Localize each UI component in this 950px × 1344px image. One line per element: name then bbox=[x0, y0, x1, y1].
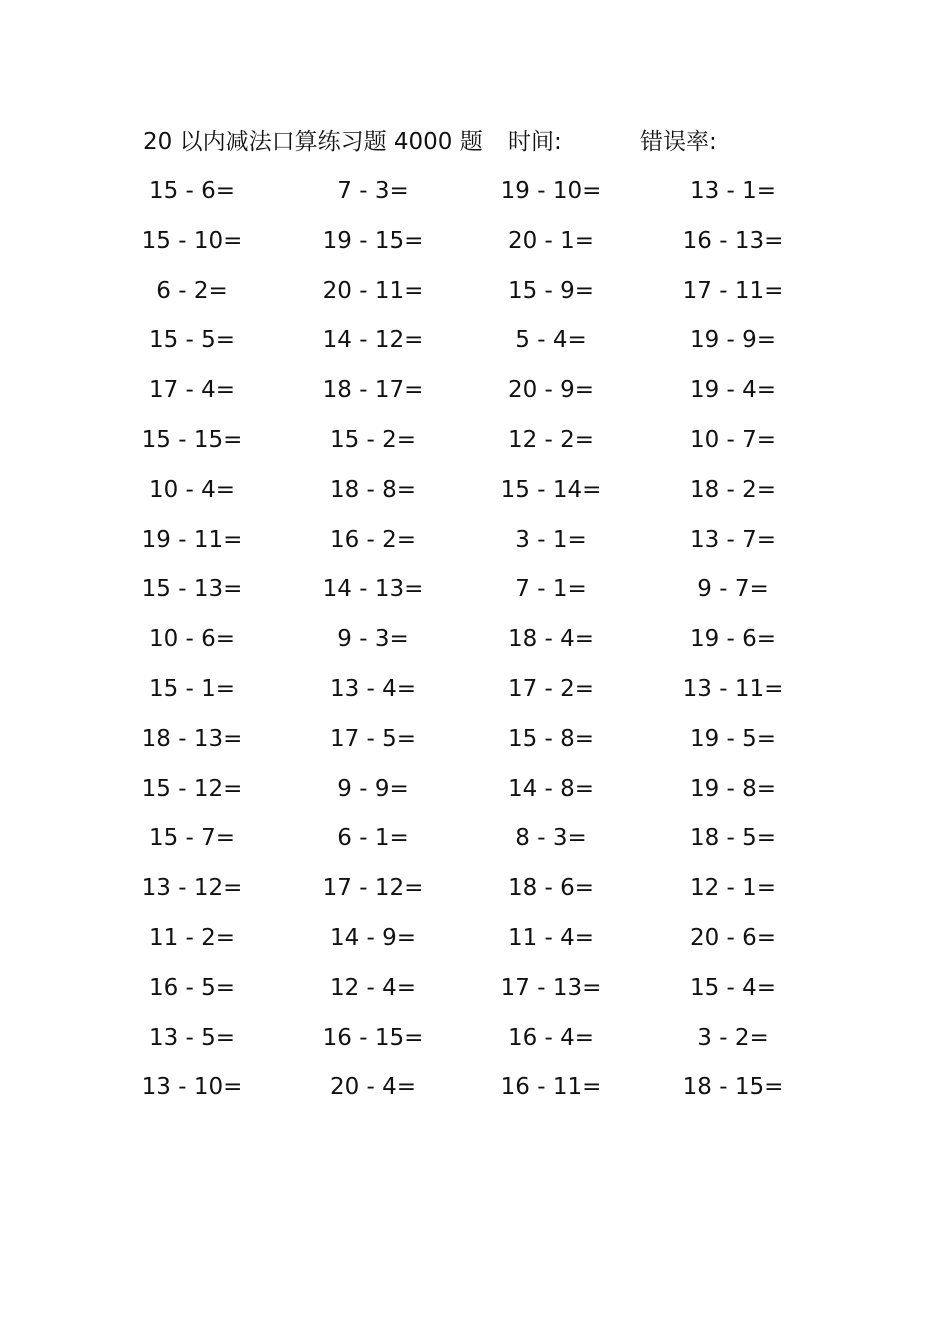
problem-item: 15 - 6= bbox=[148, 178, 236, 204]
problem-row bbox=[0, 921, 950, 971]
problem-item: 15 - 13= bbox=[141, 576, 243, 603]
problem-item: 19 - 10= bbox=[500, 178, 602, 204]
problem-item: 17 - 11= bbox=[682, 277, 784, 304]
problem-item: 10 - 7= bbox=[689, 426, 777, 453]
problem-row bbox=[0, 523, 950, 573]
problem-row bbox=[0, 274, 950, 324]
problem-item: 16 - 4= bbox=[507, 1024, 595, 1051]
problem-item: 10 - 4= bbox=[148, 476, 236, 503]
error-rate-label: 错误率: bbox=[640, 129, 717, 155]
problem-item: 7 - 1= bbox=[515, 576, 587, 603]
problem-item: 19 - 15= bbox=[322, 227, 424, 254]
problem-item: 18 - 5= bbox=[689, 825, 777, 852]
problem-row bbox=[0, 722, 950, 772]
problem-item: 18 - 8= bbox=[329, 476, 417, 503]
problem-item: 13 - 5= bbox=[148, 1024, 236, 1051]
problem-row bbox=[0, 672, 950, 722]
problem-item: 18 - 15= bbox=[682, 1074, 784, 1101]
problem-row bbox=[0, 971, 950, 1021]
problem-item: 15 - 7= bbox=[148, 825, 236, 852]
problem-item: 14 - 9= bbox=[329, 924, 417, 951]
problem-item: 19 - 6= bbox=[689, 626, 777, 653]
worksheet-header bbox=[0, 126, 950, 158]
problem-row bbox=[0, 821, 950, 871]
problem-item: 20 - 4= bbox=[329, 1074, 417, 1101]
problem-item: 13 - 7= bbox=[689, 526, 777, 553]
problem-item: 9 - 9= bbox=[337, 775, 409, 802]
problem-item: 16 - 13= bbox=[682, 227, 784, 254]
problem-item: 15 - 2= bbox=[329, 426, 417, 453]
problem-item: 6 - 2= bbox=[156, 277, 228, 304]
problem-item: 17 - 2= bbox=[507, 675, 595, 702]
problem-item: 16 - 15= bbox=[322, 1024, 424, 1051]
worksheet-title: 20 以内减法口算练习题 4000 题 bbox=[143, 129, 483, 155]
problem-item: 20 - 6= bbox=[689, 924, 777, 951]
problem-item: 14 - 13= bbox=[322, 576, 424, 603]
problem-item: 13 - 1= bbox=[689, 178, 777, 204]
problem-item: 17 - 13= bbox=[500, 974, 602, 1001]
problem-item: 17 - 5= bbox=[329, 725, 417, 752]
problem-item: 18 - 13= bbox=[141, 725, 243, 752]
problem-item: 18 - 6= bbox=[507, 875, 595, 902]
problem-item: 19 - 5= bbox=[689, 725, 777, 752]
problem-grid bbox=[0, 174, 950, 1120]
problem-item: 15 - 9= bbox=[507, 277, 595, 304]
problem-item: 20 - 11= bbox=[322, 277, 424, 304]
problem-row bbox=[0, 323, 950, 373]
problem-item: 19 - 11= bbox=[141, 526, 243, 553]
problem-item: 13 - 12= bbox=[141, 875, 243, 902]
problem-item: 17 - 4= bbox=[148, 377, 236, 404]
problem-item: 8 - 3= bbox=[515, 825, 587, 852]
problem-item: 11 - 2= bbox=[148, 924, 236, 951]
problem-item: 15 - 5= bbox=[148, 327, 236, 354]
problem-row bbox=[0, 174, 950, 224]
problem-row bbox=[0, 473, 950, 523]
problem-item: 3 - 2= bbox=[697, 1024, 769, 1051]
problem-row bbox=[0, 572, 950, 622]
problem-item: 9 - 3= bbox=[337, 626, 409, 653]
problem-row bbox=[0, 224, 950, 274]
problem-item: 19 - 8= bbox=[689, 775, 777, 802]
problem-item: 16 - 5= bbox=[148, 974, 236, 1001]
problem-item: 14 - 12= bbox=[322, 327, 424, 354]
problem-item: 9 - 7= bbox=[697, 576, 769, 603]
problem-item: 10 - 6= bbox=[148, 626, 236, 653]
problem-item: 5 - 4= bbox=[515, 327, 587, 354]
problem-item: 3 - 1= bbox=[515, 526, 587, 553]
problem-row bbox=[0, 871, 950, 921]
problem-item: 15 - 4= bbox=[689, 974, 777, 1001]
problem-item: 20 - 1= bbox=[507, 227, 595, 254]
problem-row bbox=[0, 772, 950, 822]
problem-item: 15 - 15= bbox=[141, 426, 243, 453]
problem-item: 18 - 17= bbox=[322, 377, 424, 404]
problem-item: 16 - 11= bbox=[500, 1074, 602, 1101]
problem-row bbox=[0, 1070, 950, 1120]
problem-item: 15 - 12= bbox=[141, 775, 243, 802]
problem-item: 13 - 4= bbox=[329, 675, 417, 702]
problem-item: 16 - 2= bbox=[329, 526, 417, 553]
problem-item: 15 - 8= bbox=[507, 725, 595, 752]
problem-item: 15 - 14= bbox=[500, 476, 602, 503]
problem-item: 13 - 11= bbox=[682, 675, 784, 702]
problem-item: 18 - 4= bbox=[507, 626, 595, 653]
problem-row bbox=[0, 622, 950, 672]
problem-item: 20 - 9= bbox=[507, 377, 595, 404]
problem-item: 11 - 4= bbox=[507, 924, 595, 951]
problem-row bbox=[0, 373, 950, 423]
problem-row bbox=[0, 1021, 950, 1071]
problem-item: 7 - 3= bbox=[337, 178, 409, 204]
problem-item: 18 - 2= bbox=[689, 476, 777, 503]
problem-item: 12 - 1= bbox=[689, 875, 777, 902]
problem-item: 19 - 4= bbox=[689, 377, 777, 404]
problem-item: 14 - 8= bbox=[507, 775, 595, 802]
problem-row bbox=[0, 423, 950, 473]
problem-item: 17 - 12= bbox=[322, 875, 424, 902]
problem-item: 15 - 1= bbox=[148, 675, 236, 702]
problem-item: 13 - 10= bbox=[141, 1074, 243, 1101]
problem-item: 19 - 9= bbox=[689, 327, 777, 354]
time-label: 时间: bbox=[508, 129, 562, 155]
problem-item: 12 - 4= bbox=[329, 974, 417, 1001]
problem-item: 12 - 2= bbox=[507, 426, 595, 453]
problem-item: 15 - 10= bbox=[141, 227, 243, 254]
problem-item: 6 - 1= bbox=[337, 825, 409, 852]
